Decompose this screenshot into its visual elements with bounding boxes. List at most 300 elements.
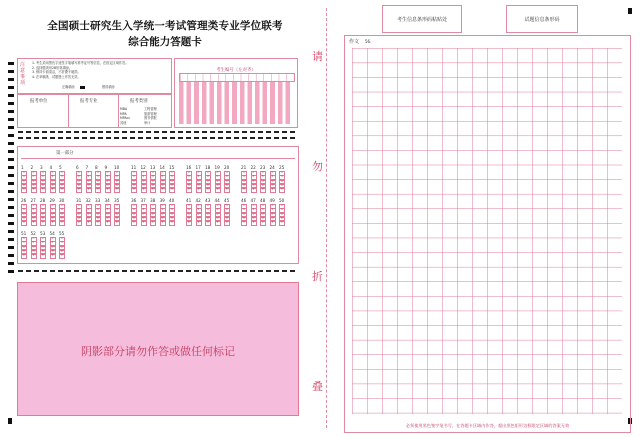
answer-bubble[interactable]: A (141, 171, 147, 176)
answer-bubble[interactable]: A (141, 204, 147, 209)
answer-bubble[interactable]: A (95, 171, 101, 176)
answer-bubble[interactable]: E (186, 188, 192, 193)
answer-bubble[interactable]: D (40, 184, 46, 189)
answer-bubble[interactable]: E (50, 188, 56, 193)
answer-bubble[interactable]: D (260, 184, 266, 189)
answer-bubble[interactable]: C (105, 213, 111, 218)
essay-footer-note: 必须使用黑色签字笔书写，在答题卡区域内作答，超出黑色矩形边框限定区域的答案无效 (405, 423, 570, 428)
answer-bubble[interactable]: B (270, 208, 276, 213)
timing-mark (8, 102, 14, 105)
timing-mark (8, 214, 14, 217)
answer-bubble[interactable]: E (150, 188, 156, 193)
answer-bubble[interactable]: A (186, 171, 192, 176)
answer-bubble[interactable]: E (59, 188, 65, 193)
answer-bubble[interactable]: B (95, 208, 101, 213)
answer-bubble[interactable]: E (270, 221, 276, 226)
answer-bubble[interactable]: C (196, 213, 202, 218)
answer-bubble[interactable]: D (215, 184, 221, 189)
answer-bubble[interactable]: E (224, 188, 230, 193)
answer-bubble[interactable]: D (31, 217, 37, 222)
answer-bubble[interactable]: E (21, 188, 27, 193)
answer-bubble[interactable]: B (21, 175, 27, 180)
answer-bubble[interactable]: C (59, 180, 65, 185)
answer-bubble[interactable]: D (40, 217, 46, 222)
answer-bubble[interactable]: C (279, 180, 285, 185)
answer-bubble[interactable]: A (150, 204, 156, 209)
answer-bubble[interactable]: C (31, 246, 37, 251)
answer-bubble[interactable]: E (31, 254, 37, 259)
answer-bubble[interactable]: C (31, 180, 37, 185)
answer-bubble[interactable]: B (150, 208, 156, 213)
answer-bubble[interactable]: C (86, 213, 92, 218)
answer-bubble[interactable]: D (21, 184, 27, 189)
answer-bubble[interactable]: E (114, 188, 120, 193)
answer-bubble[interactable]: B (31, 241, 37, 246)
answer-bubble[interactable]: A (31, 171, 37, 176)
answer-bubble[interactable]: C (251, 213, 257, 218)
answer-bubble[interactable]: C (131, 213, 137, 218)
answer-bubble[interactable]: A (186, 204, 192, 209)
answer-bubble[interactable]: E (131, 221, 137, 226)
question-number: 28 (40, 198, 46, 203)
answer-bubble[interactable]: E (215, 188, 221, 193)
answer-bubble[interactable]: C (50, 180, 56, 185)
answer-bubble[interactable]: E (205, 188, 211, 193)
answer-bubble[interactable]: D (279, 217, 285, 222)
answer-bubble[interactable]: D (251, 217, 257, 222)
barcode-sticker-label: 考生信息条形码粘贴处 (396, 17, 447, 23)
answer-bubble[interactable]: A (160, 204, 166, 209)
answer-bubble[interactable]: D (160, 217, 166, 222)
answer-bubble[interactable]: E (241, 221, 247, 226)
answer-bubble[interactable]: E (279, 221, 285, 226)
answer-bubble[interactable]: D (50, 184, 56, 189)
answer-bubble[interactable]: E (205, 221, 211, 226)
answer-bubble[interactable]: B (224, 175, 230, 180)
answer-bubble[interactable]: D (59, 250, 65, 255)
answer-bubble[interactable]: B (59, 208, 65, 213)
answer-bubble[interactable]: B (105, 208, 111, 213)
answer-bubble[interactable]: C (260, 213, 266, 218)
answer-bubble[interactable]: D (59, 217, 65, 222)
answer-bubble[interactable]: C (150, 213, 156, 218)
answer-bubble[interactable]: A (114, 171, 120, 176)
answer-bubble[interactable]: D (31, 250, 37, 255)
answer-bubble[interactable]: A (270, 204, 276, 209)
answer-bubble[interactable]: C (169, 180, 175, 185)
answer-bubble[interactable]: C (105, 180, 111, 185)
answer-bubble[interactable]: D (251, 184, 257, 189)
answer-bubble[interactable]: A (76, 204, 82, 209)
answer-bubble[interactable]: D (241, 217, 247, 222)
answer-bubble[interactable]: E (251, 221, 257, 226)
answer-bubble[interactable]: A (59, 171, 65, 176)
answer-bubble[interactable]: C (251, 180, 257, 185)
category-option[interactable]: 其他 (120, 120, 127, 125)
answer-bubble[interactable]: D (95, 184, 101, 189)
answer-bubble[interactable]: D (279, 184, 285, 189)
answer-bubble[interactable]: A (40, 204, 46, 209)
answer-bubble[interactable]: A (21, 237, 27, 242)
answer-bubble[interactable]: D (21, 250, 27, 255)
answer-bubble[interactable]: B (160, 175, 166, 180)
answer-bubble[interactable]: C (141, 213, 147, 218)
answer-bubble[interactable]: A (150, 171, 156, 176)
answer-bubble[interactable]: B (186, 208, 192, 213)
answer-bubble[interactable]: D (50, 217, 56, 222)
answer-bubble[interactable]: C (40, 180, 46, 185)
answer-bubble[interactable]: E (86, 221, 92, 226)
answer-bubble[interactable]: E (105, 221, 111, 226)
answer-bubble[interactable]: D (131, 217, 137, 222)
answer-bubble[interactable]: C (114, 213, 120, 218)
answer-bubble[interactable]: B (260, 175, 266, 180)
answer-bubble[interactable]: B (241, 175, 247, 180)
answer-bubble[interactable]: A (224, 204, 230, 209)
answer-bubble[interactable]: E (31, 188, 37, 193)
answer-bubble[interactable]: C (114, 180, 120, 185)
answer-bubble[interactable]: A (50, 237, 56, 242)
instruction-item: 1. 考生须用黑色字迹签字笔填写准考证号等信息，在指定区域作答。 (32, 61, 129, 65)
answer-bubble[interactable]: E (21, 254, 27, 259)
answer-bubble[interactable]: D (270, 217, 276, 222)
answer-bubble[interactable]: D (196, 184, 202, 189)
answer-bubble[interactable]: E (40, 188, 46, 193)
answer-bubble[interactable]: E (150, 221, 156, 226)
answer-bubble[interactable]: D (169, 184, 175, 189)
exam-number-write-cells[interactable] (179, 73, 295, 82)
answer-bubble[interactable]: D (59, 184, 65, 189)
answer-bubble[interactable]: C (160, 180, 166, 185)
answer-bubble[interactable]: A (205, 204, 211, 209)
answer-bubble[interactable]: A (260, 204, 266, 209)
answer-bubble[interactable]: A (241, 171, 247, 176)
timing-mark (8, 70, 14, 73)
answer-bubble[interactable]: C (241, 180, 247, 185)
answer-bubble[interactable]: E (241, 188, 247, 193)
answer-bubble[interactable]: C (279, 213, 285, 218)
answer-bubble[interactable]: C (150, 180, 156, 185)
answer-bubble[interactable]: E (196, 221, 202, 226)
answer-bubble[interactable]: D (186, 184, 192, 189)
category-option[interactable]: MPAcc (120, 116, 131, 121)
answer-bubble[interactable]: D (270, 184, 276, 189)
answer-bubble[interactable]: C (50, 213, 56, 218)
answer-bubble[interactable]: E (131, 188, 137, 193)
answer-bubble[interactable]: E (50, 254, 56, 259)
answer-bubble[interactable]: C (215, 213, 221, 218)
answer-bubble[interactable]: D (95, 217, 101, 222)
answer-bubble[interactable]: B (76, 208, 82, 213)
answer-bubble[interactable]: A (95, 204, 101, 209)
answer-bubble[interactable]: E (251, 188, 257, 193)
answer-bubble[interactable]: C (31, 213, 37, 218)
answer-bubble[interactable]: A (215, 204, 221, 209)
answer-bubble[interactable]: E (95, 188, 101, 193)
instruction-item: 4. 在草稿纸、试题册上作答无效。 (32, 74, 81, 79)
answer-bubble[interactable]: D (260, 217, 266, 222)
answer-bubble[interactable]: D (160, 184, 166, 189)
answer-bubble[interactable]: A (241, 204, 247, 209)
answer-bubble[interactable]: C (196, 180, 202, 185)
answer-bubble[interactable]: B (141, 175, 147, 180)
answer-bubble[interactable]: D (224, 184, 230, 189)
essay-writing-grid[interactable] (352, 48, 622, 414)
answer-bubble[interactable]: E (169, 221, 175, 226)
answer-bubble[interactable]: C (160, 213, 166, 218)
answer-bubble[interactable]: E (160, 188, 166, 193)
answer-bubble[interactable]: C (131, 180, 137, 185)
answer-bubble[interactable]: D (114, 217, 120, 222)
answer-bubble[interactable]: D (86, 184, 92, 189)
exam-number-title: 考生编号（左对齐） (216, 68, 256, 73)
answer-bubble[interactable]: E (105, 188, 111, 193)
answer-bubble[interactable]: D (50, 250, 56, 255)
answer-bubble[interactable]: D (150, 184, 156, 189)
answer-bubble[interactable]: D (105, 217, 111, 222)
answer-bubble[interactable]: E (21, 221, 27, 226)
answer-bubble[interactable]: A (251, 171, 257, 176)
answer-bubble[interactable]: A (86, 204, 92, 209)
answer-bubble[interactable]: B (21, 241, 27, 246)
answer-bubble[interactable]: B (224, 208, 230, 213)
answer-bubble[interactable]: C (241, 213, 247, 218)
answer-bubble[interactable]: E (40, 254, 46, 259)
answer-bubble[interactable]: C (21, 246, 27, 251)
answer-bubble[interactable]: C (215, 180, 221, 185)
answer-bubble[interactable]: B (76, 175, 82, 180)
answer-bubble[interactable]: D (31, 184, 37, 189)
answer-bubble[interactable]: B (21, 208, 27, 213)
answer-bubble[interactable]: B (31, 208, 37, 213)
answer-bubble[interactable]: E (31, 221, 37, 226)
paper-barcode-box (506, 5, 578, 33)
answer-bubble[interactable]: D (131, 184, 137, 189)
answer-bubble[interactable]: E (141, 188, 147, 193)
answer-bubble[interactable]: E (169, 188, 175, 193)
answer-bubble[interactable]: C (270, 180, 276, 185)
answer-bubble[interactable]: B (160, 208, 166, 213)
answer-bubble[interactable]: B (150, 175, 156, 180)
question-number: 7 (85, 165, 89, 170)
question-number: 2 (30, 165, 34, 170)
answer-bubble[interactable]: C (40, 213, 46, 218)
answer-bubble[interactable]: B (251, 208, 257, 213)
answer-bubble[interactable]: C (205, 213, 211, 218)
answer-bubble[interactable]: D (215, 217, 221, 222)
answer-bubble[interactable]: E (270, 188, 276, 193)
answer-bubble[interactable]: E (95, 221, 101, 226)
answer-bubble[interactable]: D (21, 217, 27, 222)
answer-bubble[interactable]: B (59, 241, 65, 246)
answer-bubble[interactable]: A (50, 171, 56, 176)
answer-bubble[interactable]: E (260, 188, 266, 193)
answer-bubble[interactable]: C (260, 180, 266, 185)
answer-bubble[interactable]: C (59, 213, 65, 218)
answer-bubble[interactable]: E (76, 188, 82, 193)
answer-bubble[interactable]: A (40, 237, 46, 242)
category-option[interactable]: MBA (120, 107, 128, 111)
answer-bubble[interactable]: E (86, 188, 92, 193)
answer-bubble[interactable]: E (40, 221, 46, 226)
answer-bubble[interactable]: A (59, 204, 65, 209)
answer-bubble[interactable]: D (141, 184, 147, 189)
answer-bubble[interactable]: C (21, 213, 27, 218)
answer-bubble[interactable]: B (169, 208, 175, 213)
answer-bubble[interactable]: C (76, 180, 82, 185)
answer-bubble[interactable]: C (50, 246, 56, 251)
answer-bubble[interactable]: B (251, 175, 257, 180)
answer-bubble[interactable]: B (86, 208, 92, 213)
answer-bubble[interactable]: B (131, 175, 137, 180)
answer-bubble[interactable]: A (224, 171, 230, 176)
answer-bubble[interactable]: B (241, 208, 247, 213)
answer-bubble[interactable]: C (40, 246, 46, 251)
answer-bubble[interactable]: B (141, 208, 147, 213)
answer-bubble[interactable]: D (169, 217, 175, 222)
answer-bubble[interactable]: B (105, 175, 111, 180)
category-option[interactable]: 图书情报 (144, 116, 157, 121)
answer-bubble[interactable]: A (160, 171, 166, 176)
answer-bubble[interactable]: A (131, 204, 137, 209)
answer-bubble[interactable]: C (186, 213, 192, 218)
answer-bubble[interactable]: C (21, 180, 27, 185)
answer-bubble[interactable]: B (279, 175, 285, 180)
answer-bubble[interactable]: A (131, 171, 137, 176)
answer-bubble[interactable]: B (260, 208, 266, 213)
answer-bubble[interactable]: A (215, 171, 221, 176)
answer-bubble[interactable]: B (215, 175, 221, 180)
answer-bubble[interactable]: D (76, 217, 82, 222)
answer-bubble[interactable]: A (279, 171, 285, 176)
answer-bubble[interactable]: C (59, 246, 65, 251)
answer-bubble[interactable]: A (105, 204, 111, 209)
answer-bubble[interactable]: D (150, 217, 156, 222)
answer-bubble[interactable]: B (279, 208, 285, 213)
answer-bubble[interactable]: B (40, 241, 46, 246)
answer-bubble[interactable]: C (224, 180, 230, 185)
answer-bubble[interactable]: A (50, 204, 56, 209)
answer-bubble[interactable]: B (59, 175, 65, 180)
answer-bubble[interactable]: E (160, 221, 166, 226)
answer-bubble[interactable]: A (270, 171, 276, 176)
answer-bubble[interactable]: B (131, 208, 137, 213)
answer-bubble[interactable]: A (59, 237, 65, 242)
answer-bubble[interactable]: B (31, 175, 37, 180)
answer-bubble[interactable]: C (76, 213, 82, 218)
answer-bubble[interactable]: A (279, 204, 285, 209)
answer-bubble[interactable]: B (196, 208, 202, 213)
answer-bubble[interactable]: D (40, 250, 46, 255)
category-option[interactable]: 工程管理 (144, 107, 157, 111)
category-option[interactable]: 旅游管理 (144, 111, 157, 116)
answer-bubble[interactable]: A (31, 237, 37, 242)
answer-bubble[interactable]: E (50, 221, 56, 226)
answer-bubble[interactable]: E (279, 188, 285, 193)
answer-bubble[interactable]: A (205, 171, 211, 176)
answer-bubble[interactable]: A (76, 171, 82, 176)
answer-bubble[interactable]: D (241, 184, 247, 189)
answer-bubble[interactable]: A (196, 204, 202, 209)
answer-bubble[interactable]: A (31, 204, 37, 209)
answer-bubble[interactable]: B (95, 175, 101, 180)
answer-bubble[interactable]: D (224, 217, 230, 222)
answer-bubble[interactable]: C (186, 180, 192, 185)
category-option[interactable]: 审计 (144, 120, 151, 125)
answer-bubble[interactable]: E (260, 221, 266, 226)
answer-bubble[interactable]: D (205, 184, 211, 189)
answer-bubble[interactable]: B (114, 175, 120, 180)
answer-bubble[interactable]: C (95, 180, 101, 185)
answer-bubble[interactable]: E (59, 221, 65, 226)
answer-bubble[interactable]: D (141, 217, 147, 222)
answer-bubble[interactable]: A (169, 204, 175, 209)
answer-bubble[interactable]: B (186, 175, 192, 180)
answer-bubble[interactable]: C (141, 180, 147, 185)
answer-bubble[interactable]: E (196, 188, 202, 193)
answer-bubble[interactable]: C (224, 213, 230, 218)
answer-bubble[interactable]: E (215, 221, 221, 226)
answer-bubble[interactable]: B (205, 175, 211, 180)
answer-bubble[interactable]: C (95, 213, 101, 218)
answer-bubble[interactable]: A (21, 204, 27, 209)
question-number: 1 (21, 165, 24, 170)
answer-bubble[interactable]: E (76, 221, 82, 226)
category-option[interactable]: MPA (120, 111, 127, 116)
answer-bubble[interactable]: D (205, 217, 211, 222)
answer-bubble[interactable]: C (205, 180, 211, 185)
answer-bubble[interactable]: B (114, 208, 120, 213)
answer-bubble[interactable]: E (224, 221, 230, 226)
answer-bubble[interactable]: E (114, 221, 120, 226)
answer-bubble[interactable]: A (105, 171, 111, 176)
answer-bubble[interactable]: B (50, 208, 56, 213)
answer-bubble[interactable]: C (86, 180, 92, 185)
answer-bubble[interactable]: B (50, 175, 56, 180)
answer-bubble[interactable]: B (215, 208, 221, 213)
answer-bubble[interactable]: D (186, 217, 192, 222)
exam-number-bubbles[interactable] (179, 82, 293, 124)
answer-bubble[interactable]: B (50, 241, 56, 246)
answer-bubble[interactable]: D (76, 184, 82, 189)
answer-bubble[interactable]: D (114, 184, 120, 189)
answer-bubble[interactable]: A (40, 171, 46, 176)
answer-bubble[interactable]: D (105, 184, 111, 189)
answer-bubble[interactable]: E (186, 221, 192, 226)
answer-bubble[interactable]: B (86, 175, 92, 180)
answer-bubble[interactable]: E (59, 254, 65, 259)
answer-bubble[interactable]: C (270, 213, 276, 218)
answer-bubble[interactable]: A (114, 204, 120, 209)
answer-bubble[interactable]: A (21, 171, 27, 176)
answer-bubble[interactable]: E (141, 221, 147, 226)
answer-bubble[interactable]: A (169, 171, 175, 176)
answer-bubble[interactable]: B (205, 208, 211, 213)
answer-bubble[interactable]: B (40, 175, 46, 180)
answer-bubble[interactable]: C (169, 213, 175, 218)
answer-bubble[interactable]: B (196, 175, 202, 180)
answer-bubble[interactable]: A (196, 171, 202, 176)
question-number: 18 (205, 165, 211, 170)
answer-bubble[interactable]: D (86, 217, 92, 222)
answer-bubble[interactable]: B (169, 175, 175, 180)
answer-bubble[interactable]: A (260, 171, 266, 176)
answer-bubble[interactable]: B (40, 208, 46, 213)
answer-bubble[interactable]: B (270, 175, 276, 180)
answer-bubble[interactable]: A (251, 204, 257, 209)
answer-bubble[interactable]: A (86, 171, 92, 176)
answer-bubble[interactable]: D (196, 217, 202, 222)
